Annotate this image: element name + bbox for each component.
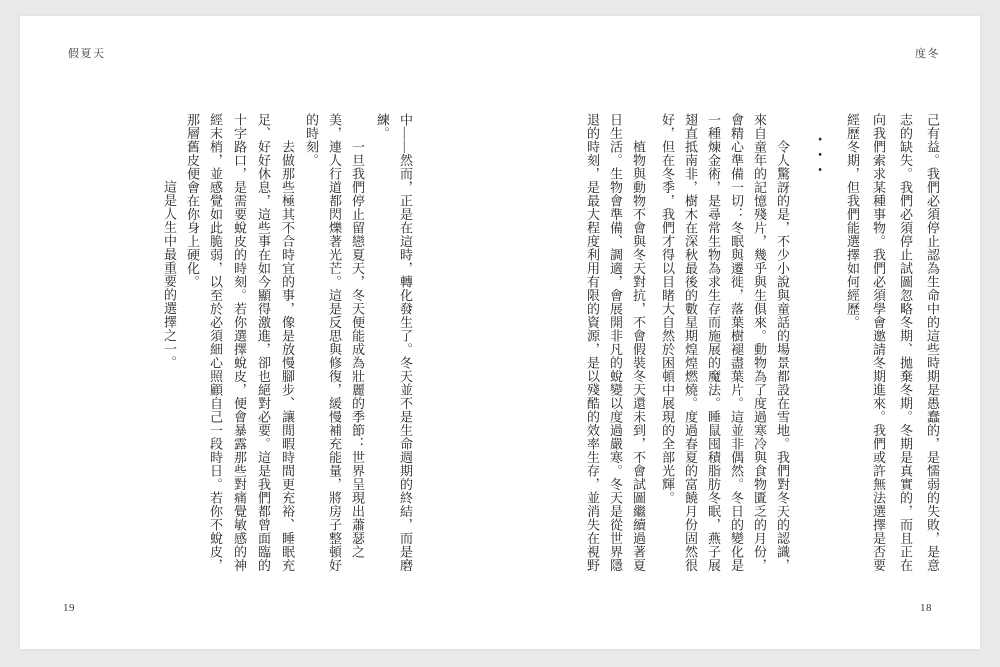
text-column: 向我們索求某種事物。我們必須學會邀請冬期進來。我們或許無法選擇是否要 bbox=[871, 113, 886, 572]
text-column: 經歷冬期，但我們能選擇如何經歷。 bbox=[845, 113, 860, 329]
text-column: 足、好好休息，這些事在如今顯得激進，卻也絕對必要。這是我們都曾面臨的 bbox=[256, 113, 271, 572]
text-column: 植物與動物不會與冬天對抗，不會假裝冬天還未到，不會試圖繼續過著夏 bbox=[631, 140, 646, 572]
text-column: 己有益。我們必須停止認為生命中的這些時期是愚蠢的，是懦弱的失敗，是意 bbox=[925, 113, 940, 572]
text-column: 這是人生中最重要的選擇之一。 bbox=[162, 180, 177, 369]
text-column: 練。 bbox=[375, 113, 390, 140]
text-column: 一種煉金術，是尋常生物為求生存而施展的魔法。睡鼠囤積脂肪冬眠，燕子展 bbox=[706, 113, 721, 572]
text-column: 經末梢，並感覺如此脆弱，以至於必須細心照顧自己一段時日。若你不蛻皮， bbox=[208, 113, 223, 572]
text-column: 志的缺失。我們必須停止試圖忽略冬期、拋棄冬期。冬期是真實的，而且正在 bbox=[898, 113, 913, 572]
section-separator-dots: ••• bbox=[813, 137, 827, 183]
text-column: 日生活。生物會準備、調適，會展開非凡的蛻變以度過嚴寒。冬天是從世界隱 bbox=[608, 113, 623, 572]
left-running-head: 假夏天 bbox=[68, 48, 106, 60]
text-column: 好，但在冬季，我們才得以目睹大自然於困頓中展現的全部光輝。 bbox=[660, 113, 675, 505]
left-page-number: 19 bbox=[63, 602, 75, 614]
text-column: 那層舊皮便會在你身上硬化。 bbox=[185, 113, 200, 289]
text-column: 十字路口，是需要蛻皮的時刻。若你選擇蛻皮，便會暴露那些對痛覺敏感的神 bbox=[232, 113, 247, 572]
text-column: 翅直抵南非，樹木在深秋最後的數星期煌煌燃燒。度過春夏的富饒月份固然很 bbox=[683, 113, 698, 572]
right-page-number: 18 bbox=[920, 602, 932, 614]
text-column: 令人驚訝的是，不少小說與童話的場景都設在雪地。我們對冬天的認識， bbox=[775, 140, 790, 572]
text-column: 來自童年的記憶殘片，幾乎與生俱來。動物為了度過寒冷與食物匱乏的月份， bbox=[752, 113, 767, 572]
text-column: 中——然而，正是在這時，轉化發生了。冬天並不是生命週期的終結，而是磨 bbox=[398, 113, 413, 572]
text-column: 的時刻。 bbox=[304, 113, 319, 167]
text-column: 去做那些極其不合時宜的事，像是放慢腳步、讓閒暇時間更充裕、睡眠充 bbox=[280, 140, 295, 572]
text-column: 一旦我們停止留戀夏天，冬天便能成為壯麗的季節：世界呈現出蕭瑟之 bbox=[350, 140, 365, 559]
right-running-head: 度冬 bbox=[915, 48, 940, 60]
text-column: 退的時刻，是最大程度利用有限的資源，是以殘酷的效率生存，並消失在視野 bbox=[585, 113, 600, 572]
text-column: 會精心準備一切：冬眠與遷徙，落葉樹褪盡葉片。這並非偶然。冬日的變化是 bbox=[729, 113, 744, 572]
text-column: 美，連人行道都閃爍著光芒。這是反思與修復，緩慢補充能量，將房子整頓好 bbox=[327, 113, 342, 572]
